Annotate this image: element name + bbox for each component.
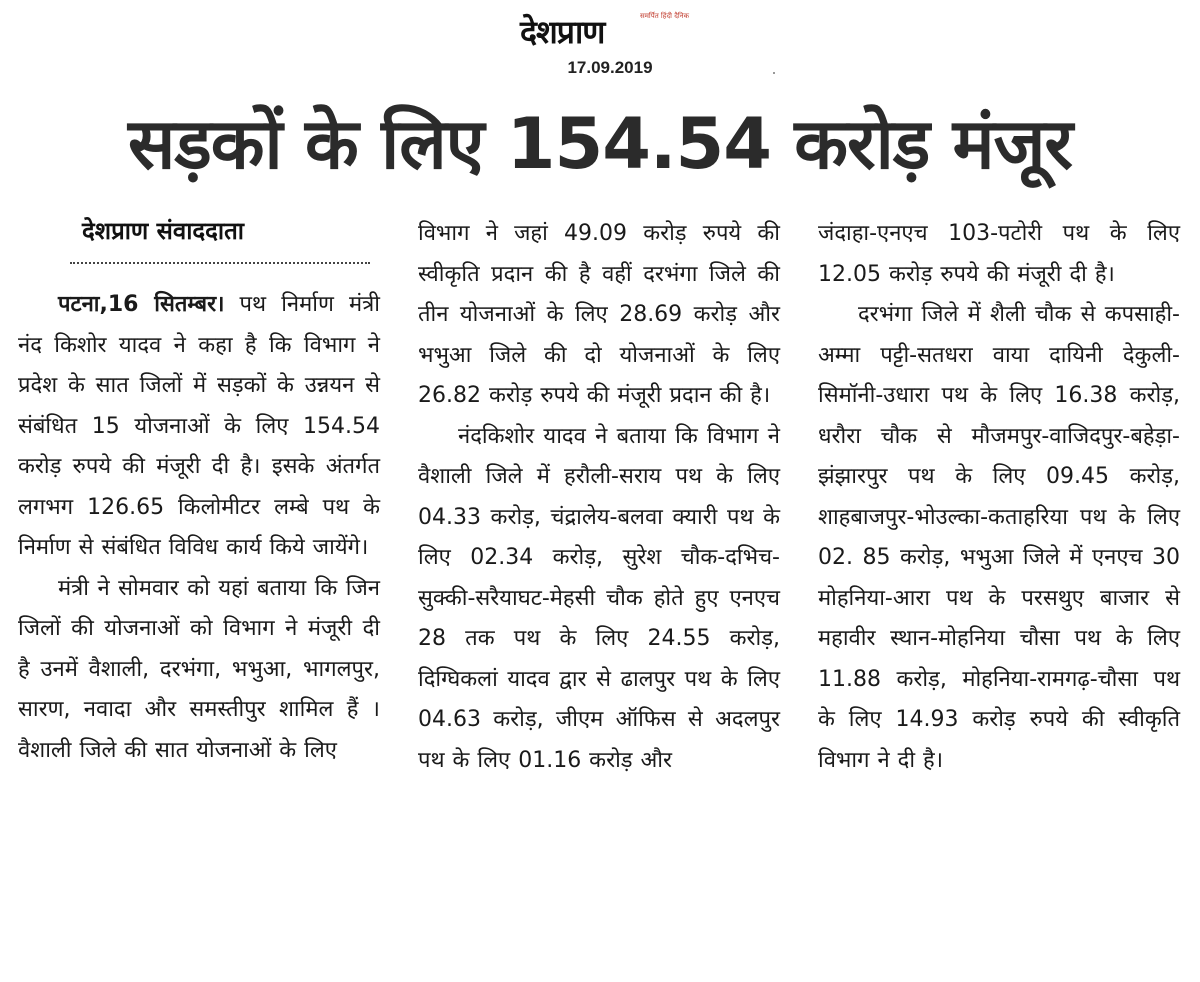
logo-tagline: समर्पित हिंदी दैनिक: [640, 12, 689, 20]
article-column-3: [818, 214, 1180, 781]
print-speck: [773, 72, 775, 74]
article-column-2: [418, 214, 780, 781]
paragraph: [418, 214, 780, 417]
paragraph: [818, 214, 1180, 295]
newspaper-logo: [520, 10, 690, 58]
headline: सड़कों के लिए 154.54 करोड़ मंजूर: [127, 103, 1073, 185]
paragraph-text: मंत्री ने सोमवार को यहां बताया कि जिन जिलों की योजनाओं को विभाग ने मंजूरी दी है उनमें वैशाली, दरभंगा, भभुआ, भागलपुर, सारण, नवादा और समस्तीपुर शामिल हैं । वैशाली जिले की सात योजनाओं के लिए: [18, 575, 380, 763]
paragraph-text: विभाग ने जहां 49.09 करोड़ रुपये की स्वीकृति प्रदान की है वहीं दरभंगा जिले की तीन योजनाओं के लिए 28.69 करोड़ और भभुआ जिले की दो योजनाओं के लिए 26.82 करोड़ रुपये की मंजूरी प्रदान की है।: [418, 221, 780, 408]
paragraph: [18, 285, 380, 569]
paragraph: [418, 417, 780, 782]
article-column-1: [18, 285, 380, 771]
paragraph-text: नंदकिशोर यादव ने बताया कि विभाग ने वैशाली जिले में हरौली-सराय पथ के लिए 04.33 करोड़, चंद्रालेय-बलवा क्यारी पथ के लिए 02.34 करोड़, सुरेश चौक-दभिच-सुक्की-सरैयाघट-मेहसी चौक होते हुए एनएच 28 तक पथ के लिए 24.55 करोड़, दिग्घिकलां यादव द्वार से ढालपुर पथ के लिए 04.63 करोड़, जीएम ऑफिस से अदलपुर पथ के लिए 01.16 करोड़ और: [418, 423, 780, 773]
dateline-lead: पटना,16 सितम्बर।: [58, 292, 225, 317]
paragraph-text: दरभंगा जिले में शैली चौक से कपसाही-अम्मा पट्टी-सतधरा वाया दायिनी देकुली- सिमॉनी-उधारा पथ के लिए 16.38 करोड़, धरौरा चौक से मौजमपुर-वाजिदपुर-बहेड़ा-झंझारपुर पथ के लिए 09.45 करोड़, शाहबाजपुर-भोउल्का-कताहरिया पथ के लिए 02. 85 करोड़, भभुआ जिले में एनएच 30 मोहनिया-आरा पथ के परसथुए बाजार से महावीर स्थान-मोहनिया चौसा पथ के लिए 11.88 करोड़, मोहनिया-रामगढ़-चौसा पथ के लिए 14.93 करोड़ रुपये की स्वीकृति विभाग ने दी है।: [818, 302, 1180, 773]
masthead: [0, 8, 1200, 86]
paragraph: [18, 569, 380, 772]
byline-divider: [70, 262, 370, 264]
publication-date: 17.09.2019: [567, 58, 653, 77]
paragraph-text: जंदाहा-एनएच 103-पटोरी पथ के लिए 12.05 करोड़ रुपये की मंजूरी दी है।: [818, 221, 1180, 287]
paragraph-text: पथ निर्माण मंत्री नंद किशोर यादव ने कहा है कि विभाग ने प्रदेश के सात जिलों में सड़कों के उन्नयन से संबंधित 15 योजनाओं के लिए 154.54 करोड़ रुपये की मंजूरी दी है। इसके अंतर्गत लगभग 126.65 किलोमीटर लम्बे पथ के निर्माण से संबंधित विविध कार्य किये जायेंगे।: [18, 292, 380, 560]
byline: देशप्राण संवाददाता: [82, 217, 245, 245]
paragraph: [818, 295, 1180, 781]
logo-text: देशप्राण: [520, 13, 605, 51]
